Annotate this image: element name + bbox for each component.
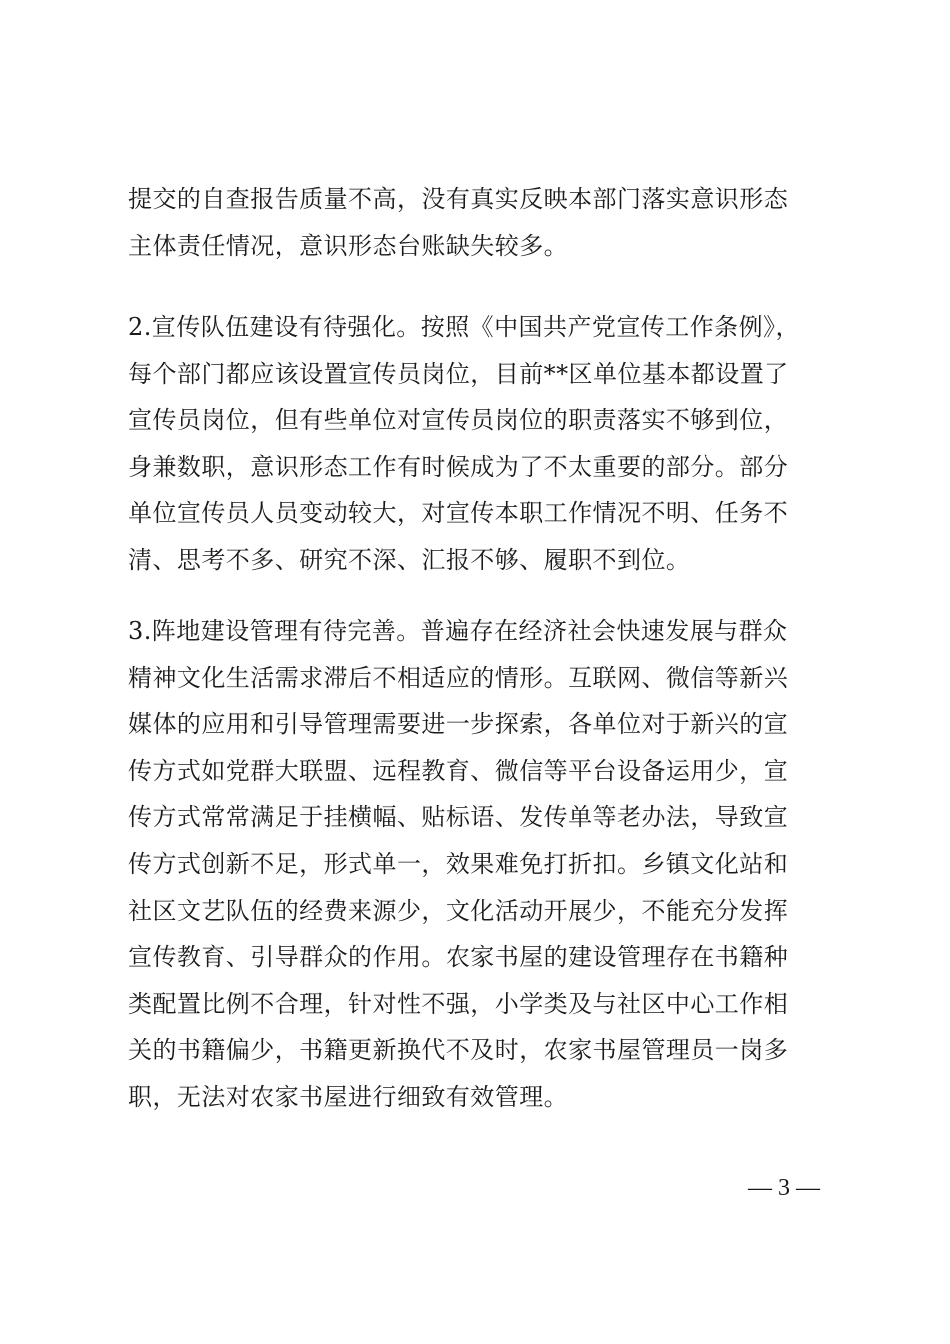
- paragraph-line: 传方式常常满足于挂横幅、贴标语、发传单等老办法，导致宣: [128, 803, 789, 832]
- paragraph-line: 清、思考不多、研究不深、汇报不够、履职不到位。: [128, 545, 691, 574]
- paragraph-line: 每个部门都应该设置宣传员岗位，目前**区单位基本都设置了: [128, 359, 789, 388]
- paragraph-line: 提交的自查报告质量不高，没有真实反映本部门落实意识形态: [128, 185, 789, 213]
- paragraph-line: 2.宣传队伍建设有待强化。按照《中国共产党宣传工作条例》，: [128, 313, 800, 341]
- page-number: — 3 —: [748, 1175, 820, 1201]
- paragraph-line: 媒体的应用和引导管理需要进一步探索，各单位对于新兴的宣: [128, 710, 789, 739]
- paragraph-line: 主体责任情况，意识形态台账缺失较多。: [128, 231, 569, 260]
- paragraph-1: [128, 176, 834, 269]
- paragraph-2: [128, 304, 834, 584]
- paragraph-3: [128, 608, 834, 1121]
- paragraph-line: 关的书籍偏少，书籍更新换代不及时，农家书屋管理员一岗多: [128, 1036, 789, 1065]
- paragraph-line: 类配置比例不合理，针对性不强，小学类及与社区中心工作相: [128, 989, 789, 1018]
- paragraph-line: 身兼数职，意识形态工作有时候成为了不太重要的部分。部分: [128, 452, 789, 481]
- paragraph-line: 单位宣传员人员变动较大，对宣传本职工作情况不明、任务不: [128, 499, 789, 528]
- paragraph-line: 传方式如党群大联盟、远程教育、微信等平台设备运用少，宣: [128, 756, 789, 785]
- paragraph-line: 精神文化生活需求滞后不相适应的情形。互联网、微信等新兴: [128, 663, 789, 692]
- paragraph-line: 职，无法对农家书屋进行细致有效管理。: [128, 1082, 569, 1111]
- paragraph-line: 宣传教育、引导群众的作用。农家书屋的建设管理存在书籍种: [128, 943, 789, 972]
- paragraph-line: 3.阵地建设管理有待完善。普遍存在经济社会快速发展与群众: [128, 617, 788, 645]
- paragraph-line: 宣传员岗位，但有些单位对宣传员岗位的职责落实不够到位，: [128, 406, 789, 435]
- paragraph-line: 社区文艺队伍的经费来源少，文化活动开展少，不能充分发挥: [128, 896, 789, 925]
- paragraph-line: 传方式创新不足，形式单一，效果难免打折扣。乡镇文化站和: [128, 849, 789, 878]
